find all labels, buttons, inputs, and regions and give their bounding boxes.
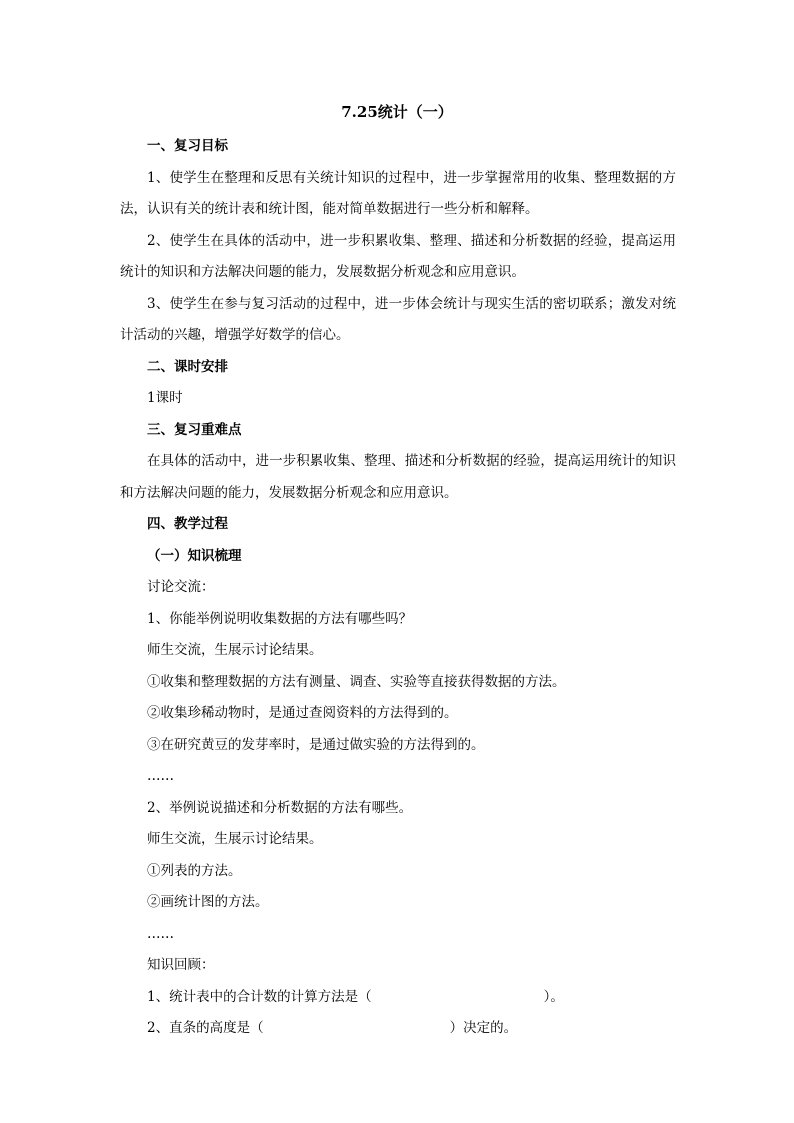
question-1: 1、你能举例说明收集数据的方法有哪些吗？	[147, 610, 413, 627]
page-title: 7.25统计（一）	[341, 103, 453, 121]
review-item-1	[120, 982, 676, 1014]
review-item-2	[120, 1013, 676, 1045]
section-heading-schedule: 二、课时安排	[147, 358, 228, 375]
review-item-2-suffix: ）决定的。	[449, 1020, 518, 1036]
question-2-answer-2: ②画统计图的方法。	[147, 894, 269, 910]
question-2: 2、举例说说描述和分析数据的方法有哪些。	[147, 799, 413, 816]
ellipsis-1: ……	[147, 768, 174, 784]
goal-item-3: 3、使学生在参与复习活动的过程中，进一步体会统计与现实生活的密切联系；激发对统计活动的兴趣，增强学好数学的信心。	[120, 295, 676, 343]
review-label: 知识回顾：	[147, 957, 215, 973]
section-heading-goals: 一、复习目标	[147, 138, 228, 154]
review-item-2-prefix: 2、直条的高度是（	[147, 1020, 264, 1036]
goal-item-1: 1、使学生在整理和反思有关统计知识的过程中，进一步掌握常用的收集、整理数据的方法，认识有关的统计表和统计图，能对简单数据进行一些分析和解释。	[120, 169, 676, 217]
question-1-intro: 师生交流，生展示讨论结果。	[147, 642, 323, 658]
schedule-text: 1课时	[147, 390, 183, 406]
ellipsis-2: ……	[147, 925, 174, 942]
question-1-answer-2: ②收集珍稀动物时，是通过查阅资料的方法得到的。	[147, 705, 458, 721]
key-points-text: 在具体的活动中，进一步积累收集、整理、描述和分析数据的经验，提高运用统计的知识和方法解决问题的能力，发展数据分析观念和应用意识。	[120, 453, 676, 501]
review-item-1-blank	[372, 997, 544, 998]
goal-item-2: 2、使学生在具体的活动中，进一步积累收集、整理、描述和分析数据的经验，提高运用统计的知识和方法解决问题的能力，发展数据分析观念和应用意识。	[120, 232, 676, 280]
review-item-1-suffix: ）。	[543, 988, 564, 1005]
discussion-label: 讨论交流：	[147, 579, 215, 595]
question-1-answer-3: ③在研究黄豆的发芽率时，是通过做实验的方法得到的。	[147, 736, 485, 753]
section-heading-key-points: 三、复习重难点	[147, 421, 242, 438]
review-item-1-prefix: 1、统计表中的合计数的计算方法是（	[147, 988, 372, 1005]
question-1-answer-1: ①收集和整理数据的方法有测量、调查、实验等直接获得数据的方法。	[147, 673, 566, 690]
section-heading-process: 四、教学过程	[147, 516, 228, 532]
document-body	[120, 131, 676, 1045]
subsection-heading-knowledge: （一）知识梳理	[147, 547, 242, 564]
question-2-intro: 师生交流，生展示讨论结果。	[147, 831, 323, 847]
review-item-2-blank	[264, 1028, 450, 1029]
question-2-answer-1: ①列表的方法。	[147, 862, 242, 879]
